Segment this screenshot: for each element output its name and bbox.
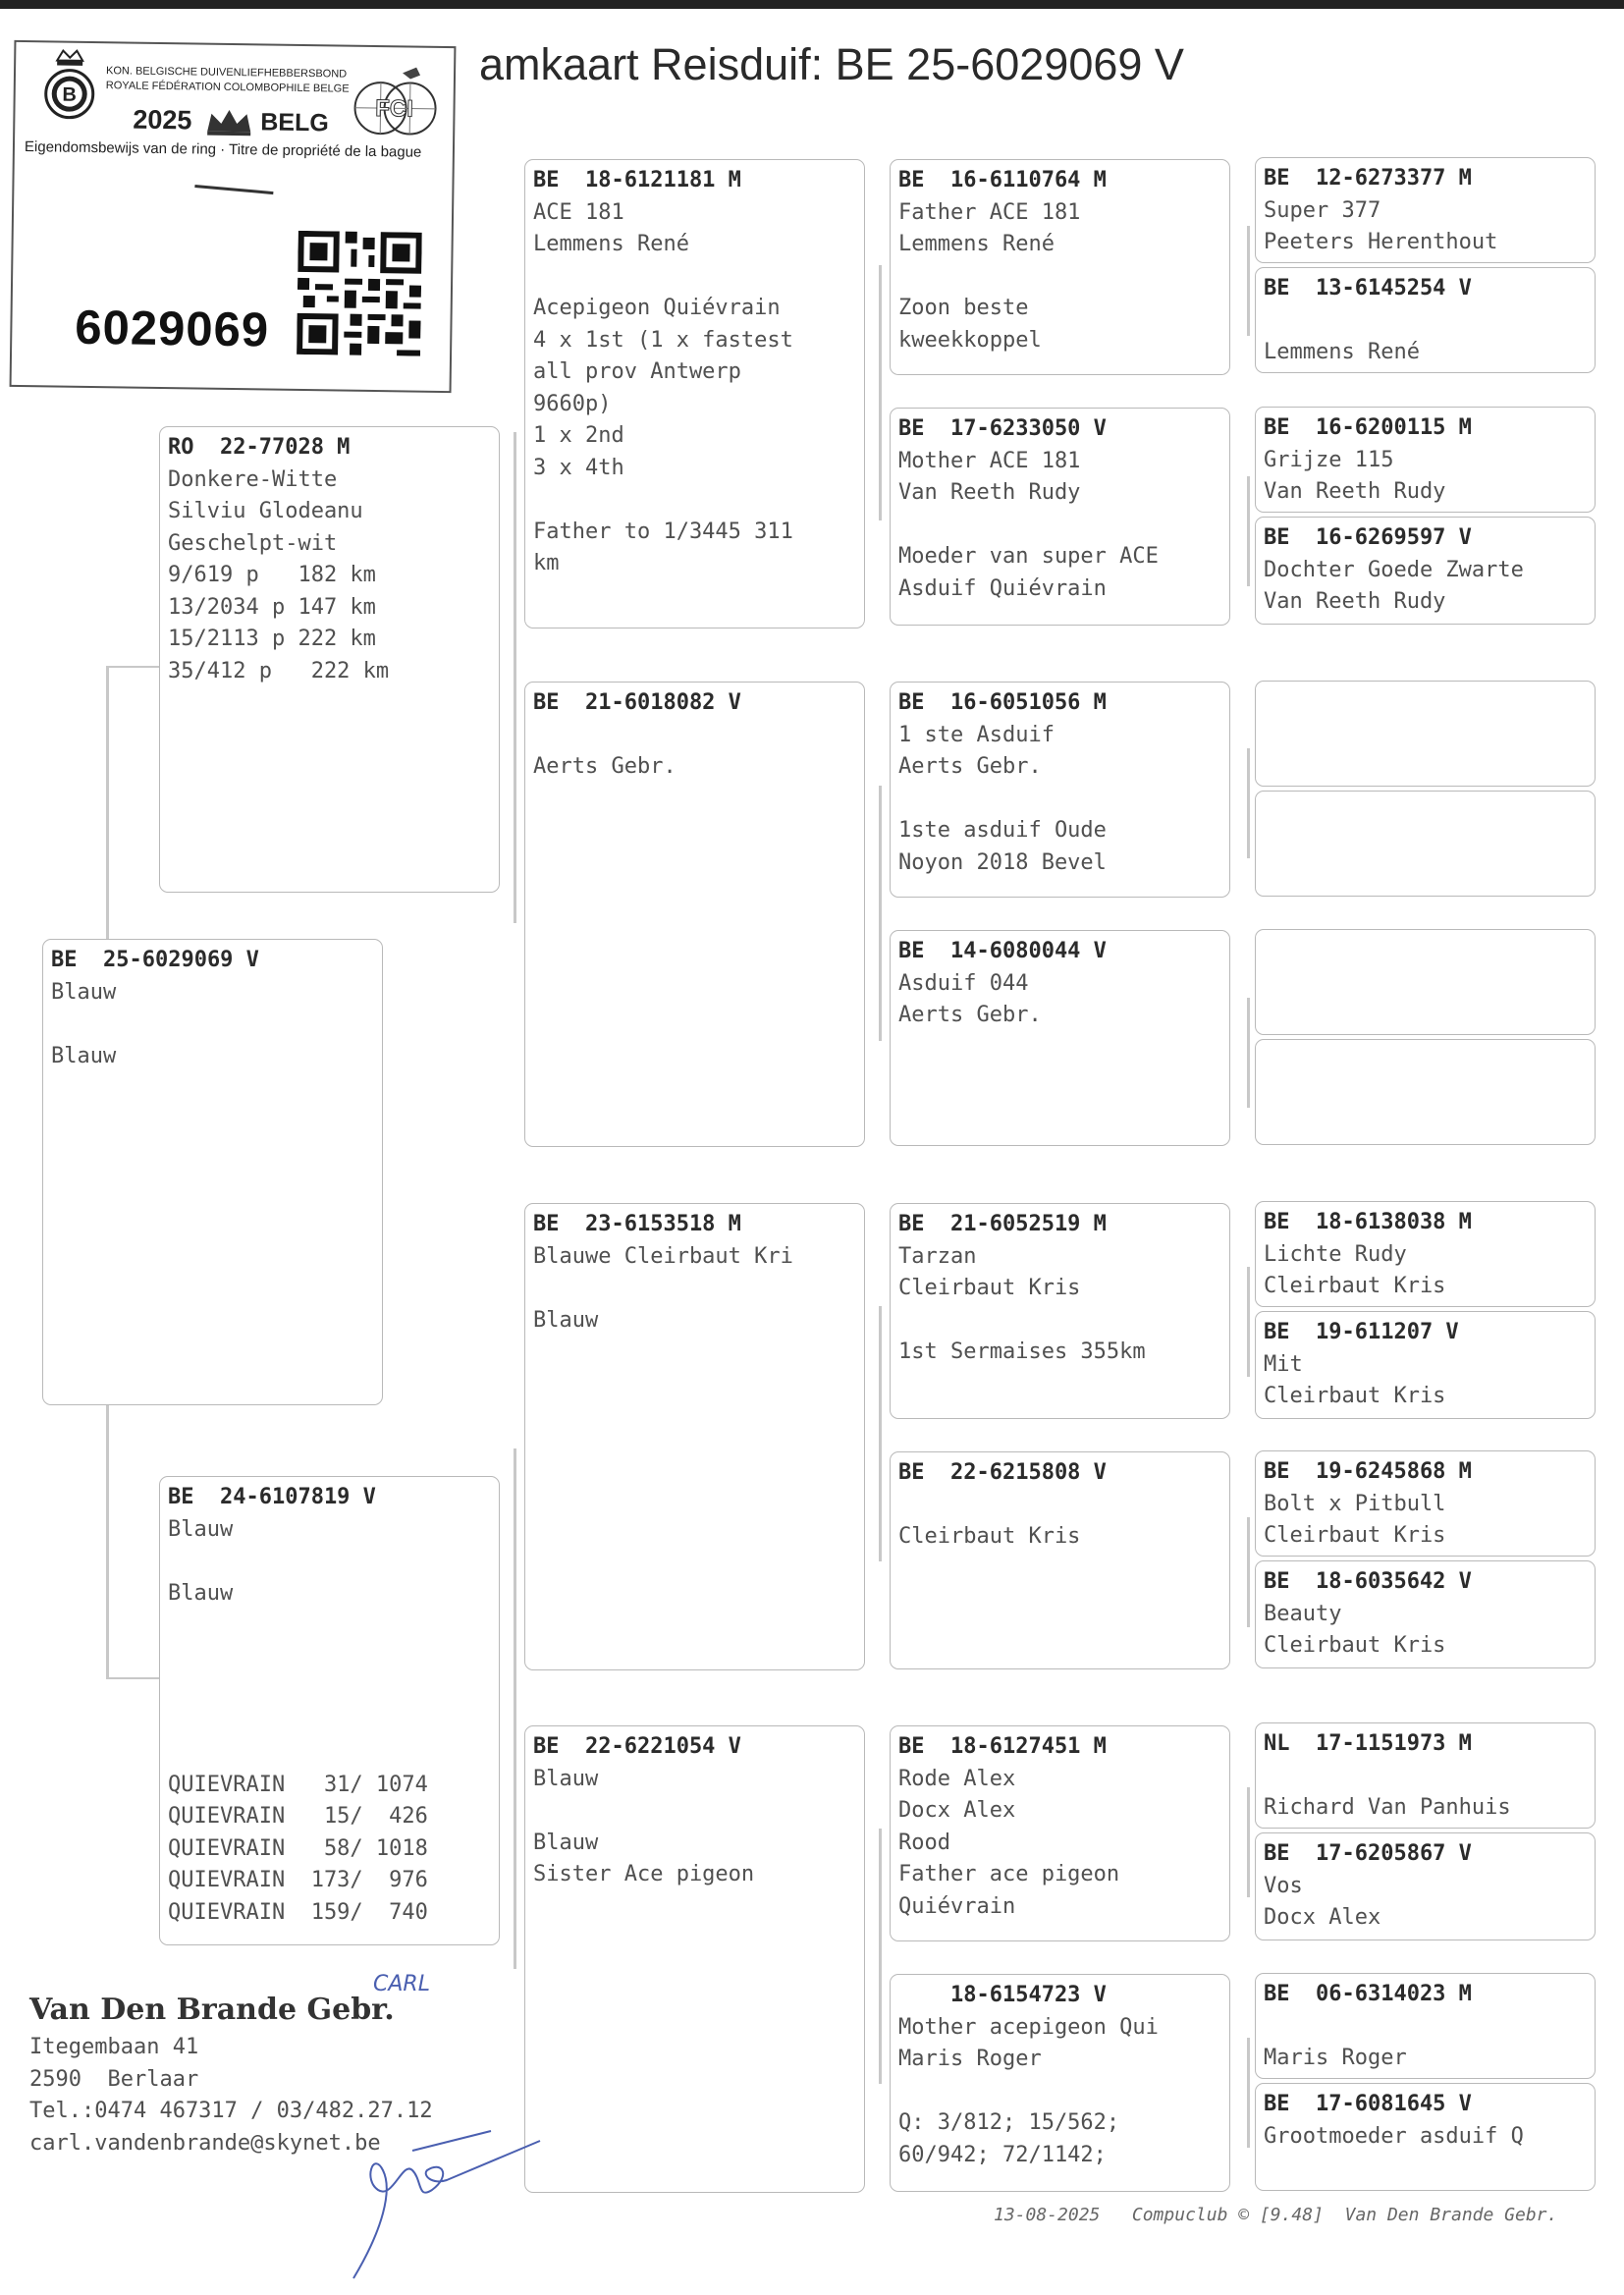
- ring-number: BE 17-6233050 V: [898, 416, 1107, 441]
- pigeon-info-line: Aerts Gebr.: [898, 754, 1042, 779]
- pigeon-card-gggp-2[interactable]: [1255, 267, 1596, 373]
- pigeon-card-gggp-9[interactable]: [1255, 1201, 1596, 1307]
- ring-number: BE 18-6035642 V: [1264, 1569, 1472, 1594]
- pigeon-card-gggp-7-empty[interactable]: [1255, 929, 1596, 1035]
- pigeon-card-ggp-fmm[interactable]: [890, 930, 1230, 1146]
- pigeon-info-line: Quiévrain: [898, 1893, 1016, 1919]
- pigeon-info-line: QUIEVRAIN 15/ 426: [168, 1804, 428, 1829]
- pigeon-info-line: [51, 1009, 374, 1041]
- pigeon-info-line: 4 x 1st (1 x fastest: [533, 327, 793, 353]
- pigeon-info-line: [533, 1273, 856, 1305]
- pigeon-card-gggp-4[interactable]: [1255, 517, 1596, 625]
- pigeon-info-line: Blauwe Cleirbaut Kri: [533, 1243, 793, 1269]
- owner-email: carl.vandenbrande@skynet.be: [29, 2130, 381, 2156]
- pigeon-info-line: QUIEVRAIN 31/ 1074: [168, 1772, 428, 1797]
- pigeon-card-gggp-13[interactable]: [1255, 1722, 1596, 1829]
- pigeon-card-ggp-mmm[interactable]: [890, 1974, 1230, 2192]
- pigeon-info-line: 1 ste Asduif: [898, 722, 1055, 747]
- ring-number: BE 22-6215808 V: [898, 1460, 1107, 1485]
- pigeon-card-ggp-mff[interactable]: [890, 1203, 1230, 1419]
- pigeon-info-line: Rood: [898, 1830, 950, 1855]
- connector: [106, 1404, 109, 1679]
- pigeon-info-line: Van Reeth Rudy: [1264, 479, 1446, 504]
- pigeon-card-gggp-5-empty[interactable]: [1255, 681, 1596, 787]
- connector: [1247, 748, 1250, 858]
- connector: [879, 265, 882, 520]
- ring-number: NL 17-1151973 M: [1264, 1731, 1472, 1756]
- pigeon-card-gggp-12[interactable]: [1255, 1560, 1596, 1668]
- pigeon-info-line: 1st Sermaises 355km: [898, 1339, 1146, 1364]
- pigeon-info-line: [533, 484, 856, 517]
- pigeon-card-father-mother[interactable]: [524, 682, 865, 1147]
- qr-code: [297, 231, 422, 356]
- connector: [106, 666, 159, 668]
- scan-top-edge: [0, 0, 1624, 9]
- pigeon-info-line: [1264, 1761, 1587, 1793]
- pigeon-info-line: Grijze 115: [1264, 447, 1394, 472]
- connector: [879, 1306, 882, 1561]
- pigeon-info-line: [898, 784, 1221, 816]
- pigeon-info-line: [533, 720, 856, 752]
- pigeon-info-line: [898, 1490, 1221, 1522]
- pigeon-info-line: [168, 1642, 491, 1674]
- pigeon-info-line: 13/2034 p 147 km: [168, 594, 376, 620]
- pigeon-info-line: Bolt x Pitbull: [1264, 1491, 1446, 1516]
- pigeon-card-ggp-mmf[interactable]: [890, 1725, 1230, 1941]
- pigeon-info-line: Docx Alex: [898, 1798, 1016, 1823]
- crown-icon: [203, 106, 254, 138]
- pigeon-info-line: Rode Alex: [898, 1766, 1016, 1791]
- kbdb-logo: [36, 42, 102, 126]
- ring-number: BE 18-6127451 M: [898, 1734, 1107, 1759]
- ownership-proof-text: Eigendomsbewijs van de ring · Titre de propriété de la bague: [24, 138, 422, 161]
- pigeon-info-line: Grootmoeder asduif Q: [1264, 2123, 1524, 2149]
- connector: [1247, 476, 1250, 586]
- pigeon-card-ggp-ffm[interactable]: [890, 408, 1230, 626]
- ring-number: BE 18-6138038 M: [1264, 1210, 1472, 1234]
- federation-name-nl: KON. BELGISCHE DUIVENLIEFHEBBERSBOND: [105, 65, 348, 81]
- pigeon-info-line: Vos: [1264, 1873, 1303, 1898]
- pigeon-info-line: Docx Alex: [1264, 1905, 1381, 1930]
- pigeon-card-gggp-15[interactable]: [1255, 1973, 1596, 2079]
- ring-number: BE 16-6110764 M: [898, 168, 1107, 192]
- pigeon-info-line: Q: 3/812; 15/562;: [898, 2110, 1120, 2135]
- pigeon-info-line: Aerts Gebr.: [533, 754, 677, 779]
- connector: [1247, 1517, 1250, 1627]
- pigeon-info-line: 60/942; 72/1142;: [898, 2142, 1107, 2167]
- connector: [106, 666, 109, 941]
- pigeon-info-line: Blauw: [533, 1766, 599, 1791]
- pigeon-info-line: Aerts Gebr.: [898, 1003, 1042, 1027]
- pigeon-info-line: Tarzan: [898, 1243, 977, 1269]
- pigeon-info-line: Noyon 2018 Bevel: [898, 849, 1107, 875]
- tag-country: BELG: [260, 108, 329, 137]
- ring-number: BE 19-611207 V: [1264, 1320, 1459, 1344]
- pigeon-info-line: Asduif Quiévrain: [898, 575, 1107, 601]
- pigeon-info-line: Dochter Goede Zwarte: [1264, 557, 1524, 582]
- pigeon-card-father-father[interactable]: [524, 159, 865, 628]
- pigeon-info-line: Blauw: [168, 1580, 234, 1606]
- pigeon-info-line: Peeters Herenthout: [1264, 230, 1498, 254]
- pigeon-info-line: Mit: [1264, 1351, 1303, 1377]
- pigeon-info-line: [1264, 2011, 1587, 2044]
- pigeon-card-gggp-1[interactable]: [1255, 157, 1596, 263]
- pigeon-info-line: Acepigeon Quiévrain: [533, 296, 781, 320]
- pigeon-info-line: Father to 1/3445 311: [533, 519, 793, 544]
- ring-number: BE 23-6153518 M: [533, 1212, 741, 1236]
- pigeon-info-line: Father ace pigeon: [898, 1862, 1120, 1886]
- owner-name: Van Den Brande Gebr.: [29, 1993, 395, 2027]
- pigeon-info-line: [898, 2076, 1221, 2108]
- ring-number: BE 25-6029069 V: [51, 948, 259, 972]
- pigeon-info-line: [898, 261, 1221, 294]
- pigeon-info-line: Zoon beste: [898, 296, 1029, 320]
- pigeon-info-line: QUIEVRAIN 173/ 976: [168, 1868, 428, 1892]
- pigeon-info-line: Asduif 044: [898, 970, 1029, 996]
- connector: [1247, 1267, 1250, 1377]
- ring-number: BE 21-6052519 M: [898, 1212, 1107, 1236]
- connector: [514, 432, 516, 923]
- pigeon-info-line: 9660p): [533, 391, 612, 416]
- pigeon-card-mother-father[interactable]: [524, 1203, 865, 1670]
- pigeon-info-line: Sister Ace pigeon: [533, 1862, 755, 1886]
- pigeon-info-line: Mother acepigeon Qui: [898, 2014, 1159, 2040]
- pigeon-info-line: Beauty: [1264, 1601, 1342, 1626]
- pigeon-info-line: Geschelpt-wit: [168, 530, 338, 556]
- pigeon-info-line: Blauw: [51, 1043, 117, 1068]
- pigeon-info-line: Van Reeth Rudy: [1264, 589, 1446, 614]
- connector: [879, 786, 882, 1041]
- pigeon-info-line: [168, 1546, 491, 1578]
- pigeon-info-line: Maris Roger: [1264, 2046, 1407, 2070]
- pigeon-info-line: km: [533, 551, 560, 575]
- pigeon-info-line: Van Reeth Rudy: [898, 480, 1081, 505]
- page-title: amkaart Reisduif: BE 25-6029069 V: [479, 39, 1184, 89]
- ring-number: BE 14-6080044 V: [898, 939, 1107, 963]
- federation-name-fr: ROYALE FÉDÉRATION COLOMBOPHILE BELGE: [105, 80, 350, 95]
- pigeon-info-line: Cleirbaut Kris: [1264, 1384, 1446, 1408]
- pigeon-info-line: 9/619 p 182 km: [168, 563, 376, 587]
- pigeon-info-line: ACE 181: [533, 199, 624, 225]
- pigeon-info-line: [533, 1795, 856, 1828]
- fci-emblem-icon: [345, 61, 444, 140]
- pigeon-info-line: Richard Van Panhuis: [1264, 1795, 1511, 1820]
- pigeon-info-line: 3 x 4th: [533, 455, 624, 480]
- ring-number: BE 17-6081645 V: [1264, 2092, 1472, 2116]
- pigeon-info-line: [168, 1737, 491, 1770]
- owner-phone: Tel.:0474 467317 / 03/482.27.12: [29, 2099, 433, 2123]
- pigeon-info-line: Cleirbaut Kris: [898, 1524, 1081, 1549]
- connector: [514, 1448, 516, 1969]
- pigeon-info-line: Silviu Glodeanu: [168, 499, 363, 523]
- pigeon-info-line: 35/412 p 222 km: [168, 658, 390, 683]
- connector: [1247, 998, 1250, 1108]
- owner-address: Itegembaan 41: [29, 2035, 199, 2059]
- handwritten-note: CARL: [373, 1972, 430, 1996]
- pigeon-card-ggp-fff[interactable]: [890, 159, 1230, 375]
- ring-number: BE 13-6145254 V: [1264, 276, 1472, 301]
- pigeon-card-gggp-8-empty[interactable]: [1255, 1039, 1596, 1145]
- ring-number: BE 17-6205867 V: [1264, 1841, 1472, 1866]
- pigeon-info-line: QUIEVRAIN 159/ 740: [168, 1899, 428, 1925]
- pigeon-info-line: Father ACE 181: [898, 199, 1081, 225]
- pigeon-info-line: Lemmens René: [533, 232, 689, 256]
- pigeon-card-ggp-fmf[interactable]: [890, 682, 1230, 898]
- pigeon-info-line: Blauw: [168, 1516, 234, 1542]
- pigeon-card-subject[interactable]: [42, 939, 383, 1405]
- pigeon-info-line: all prov Antwerp: [533, 359, 741, 384]
- pigeon-info-line: kweekkoppel: [898, 327, 1042, 353]
- svg-text:B: B: [62, 83, 78, 106]
- pigeon-info-line: 15/2113 p 222 km: [168, 627, 376, 651]
- connector: [1247, 1787, 1250, 1897]
- pigeon-info-line: [898, 1305, 1221, 1338]
- pigeon-card-gggp-11[interactable]: [1255, 1450, 1596, 1557]
- pigeon-card-father[interactable]: [159, 426, 500, 893]
- pigeon-info-line: [168, 1706, 491, 1738]
- pigeon-info-line: 1ste asduif Oude: [898, 818, 1107, 843]
- pigeon-card-gggp-16[interactable]: [1255, 2083, 1596, 2191]
- pigeon-info-line: Cleirbaut Kris: [1264, 1633, 1446, 1658]
- pigeon-card-gggp-14[interactable]: [1255, 1832, 1596, 1940]
- ring-number: BE 16-6200115 M: [1264, 415, 1472, 440]
- tag-year: 2025: [133, 104, 192, 136]
- connector: [1247, 226, 1250, 336]
- pigeon-info-line: Blauw: [533, 1307, 599, 1333]
- tag-ring-number: 6029069: [75, 301, 270, 357]
- ring-number: BE 16-6269597 V: [1264, 525, 1472, 550]
- pigeon-info-line: Super 377: [1264, 197, 1381, 223]
- pigeon-card-mother[interactable]: [159, 1476, 500, 1945]
- connector: [106, 1677, 159, 1679]
- pigeon-info-line: Cleirbaut Kris: [1264, 1274, 1446, 1298]
- pigeon-card-gggp-6-empty[interactable]: [1255, 791, 1596, 897]
- pigeon-info-line: QUIEVRAIN 58/ 1018: [168, 1835, 428, 1861]
- ring-number: BE 16-6051056 M: [898, 690, 1107, 715]
- pigeon-info-line: [898, 510, 1221, 542]
- ring-number: RO 22-77028 M: [168, 435, 351, 460]
- pigeon-info-line: 1 x 2nd: [533, 423, 624, 448]
- pigeon-card-mother-mother[interactable]: [524, 1725, 865, 2193]
- pigeon-info-line: Lichte Rudy: [1264, 1241, 1407, 1267]
- pigeon-info-line: Blauw: [51, 979, 117, 1005]
- pigeon-info-line: Blauw: [533, 1830, 599, 1855]
- ring-number: BE 19-6245868 M: [1264, 1459, 1472, 1484]
- ring-number: BE 24-6107819 V: [168, 1485, 376, 1509]
- ring-ownership-card: [10, 40, 457, 393]
- ring-number: 18-6154723 V: [898, 1983, 1107, 2007]
- ring-number: BE 18-6121181 M: [533, 168, 741, 192]
- pigeon-info-line: Lemmens René: [898, 232, 1055, 256]
- pigeon-info-line: Cleirbaut Kris: [898, 1276, 1081, 1300]
- svg-text:FCI: FCI: [375, 95, 414, 123]
- pigeon-info-line: Cleirbaut Kris: [1264, 1523, 1446, 1548]
- pigeon-card-ggp-mfm[interactable]: [890, 1451, 1230, 1669]
- ring-number: BE 21-6018082 V: [533, 690, 741, 715]
- footer-credit: 13-08-2025 Compuclub © [9.48] Van Den Brande Gebr.: [994, 2205, 1558, 2225]
- pigeon-card-gggp-3[interactable]: [1255, 407, 1596, 513]
- handwritten-signature: [324, 2111, 560, 2288]
- pigeon-info-line: [168, 1610, 491, 1642]
- signature-mark: [190, 172, 279, 202]
- ring-number: BE 12-6273377 M: [1264, 166, 1472, 191]
- pigeon-info-line: Maris Roger: [898, 2047, 1042, 2071]
- pigeon-info-line: Mother ACE 181: [898, 448, 1081, 473]
- pigeon-card-gggp-10[interactable]: [1255, 1311, 1596, 1419]
- pigeon-info-line: [1264, 305, 1587, 338]
- pigeon-info-line: Moeder van super ACE: [898, 544, 1159, 569]
- pigeon-info-line: Lemmens René: [1264, 340, 1420, 364]
- ring-number: BE 06-6314023 M: [1264, 1982, 1472, 2006]
- connector: [879, 1829, 882, 2084]
- pigeon-info-line: [168, 1673, 491, 1706]
- pigeon-info-line: [533, 261, 856, 294]
- owner-city: 2590 Berlaar: [29, 2066, 199, 2092]
- pigeon-info-line: Donkere-Witte: [168, 466, 338, 492]
- ring-number: BE 22-6221054 V: [533, 1734, 741, 1759]
- connector: [1247, 2038, 1250, 2148]
